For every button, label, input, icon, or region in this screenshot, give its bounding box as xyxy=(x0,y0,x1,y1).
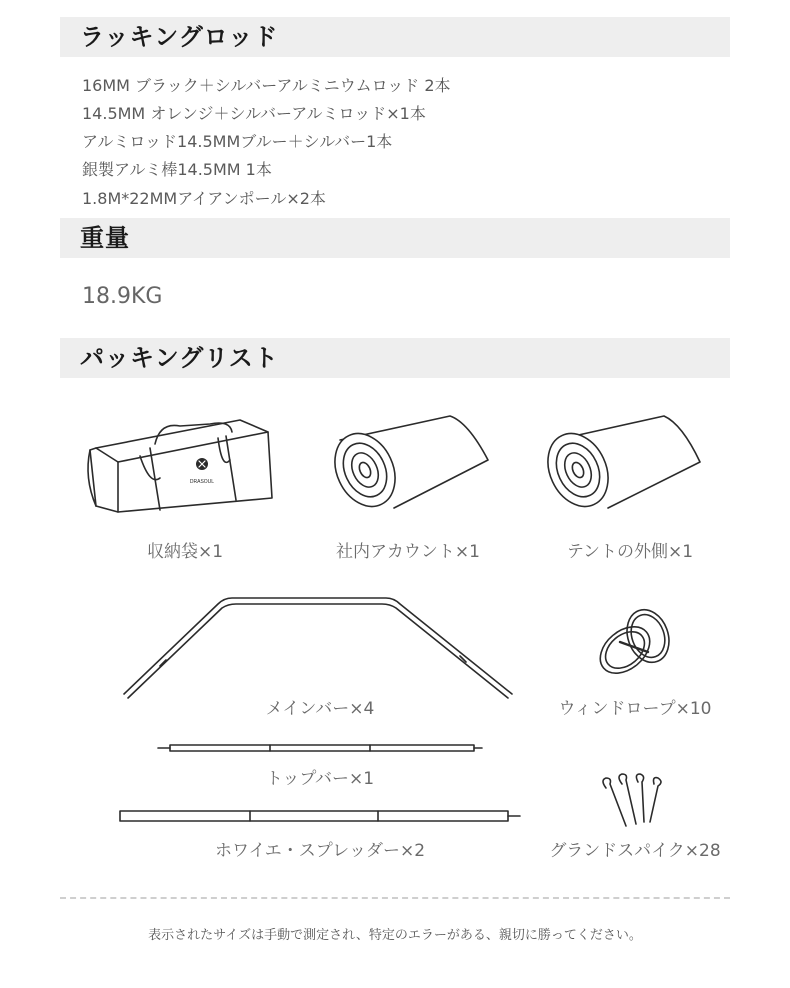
main-pole-icon xyxy=(124,598,512,698)
packing-item-caption: 収納袋×1 xyxy=(146,542,224,562)
packing-item-caption: テントの外側×1 xyxy=(566,542,694,562)
storage-bag-icon xyxy=(88,420,272,512)
packing-item-caption: グランドスパイク×28 xyxy=(549,841,721,861)
rod-spec-line: 1.8M*22MMアイアンポール×2本 xyxy=(82,189,326,208)
packing-section-title: パッキングリスト xyxy=(80,344,279,372)
packing-item-caption: メインバー×4 xyxy=(265,699,375,719)
packing-item-caption: ウィンドロープ×10 xyxy=(558,699,712,719)
weight-section-title: 重量 xyxy=(80,224,130,252)
rod-spec-line: 14.5MM オレンジ＋シルバーアルミロッド×1本 xyxy=(82,104,426,123)
top-bar-icon xyxy=(158,745,482,751)
footer-divider xyxy=(60,897,730,899)
weight-value: 18.9KG xyxy=(82,284,163,309)
packing-item-caption: トップバー×1 xyxy=(265,769,375,789)
rolled-mat-icon xyxy=(324,416,488,516)
rolled-tent-icon xyxy=(537,416,700,516)
rope-icon xyxy=(591,604,676,683)
spreader-bar-icon xyxy=(120,811,520,821)
bag-brand-text: DRASOUL xyxy=(189,479,215,485)
rods-section-title: ラッキングロッド xyxy=(80,23,279,51)
measurement-note: 表示されたサイズは手動で測定され、特定のエラーがある、親切に勝ってください。 xyxy=(148,928,642,943)
ground-stake-icon xyxy=(603,774,661,826)
packing-item-caption: ホワイエ・スプレッダー×2 xyxy=(214,841,426,861)
rod-spec-line: アルミロッド14.5MMブルー＋シルバー1本 xyxy=(82,132,393,151)
rod-spec-line: 16MM ブラック＋シルバーアルミニウムロッド 2本 xyxy=(82,76,451,95)
packing-item-caption: 社内アカウント×1 xyxy=(336,542,480,562)
rod-spec-line: 銀製アルミ棒14.5MM 1本 xyxy=(82,160,272,179)
